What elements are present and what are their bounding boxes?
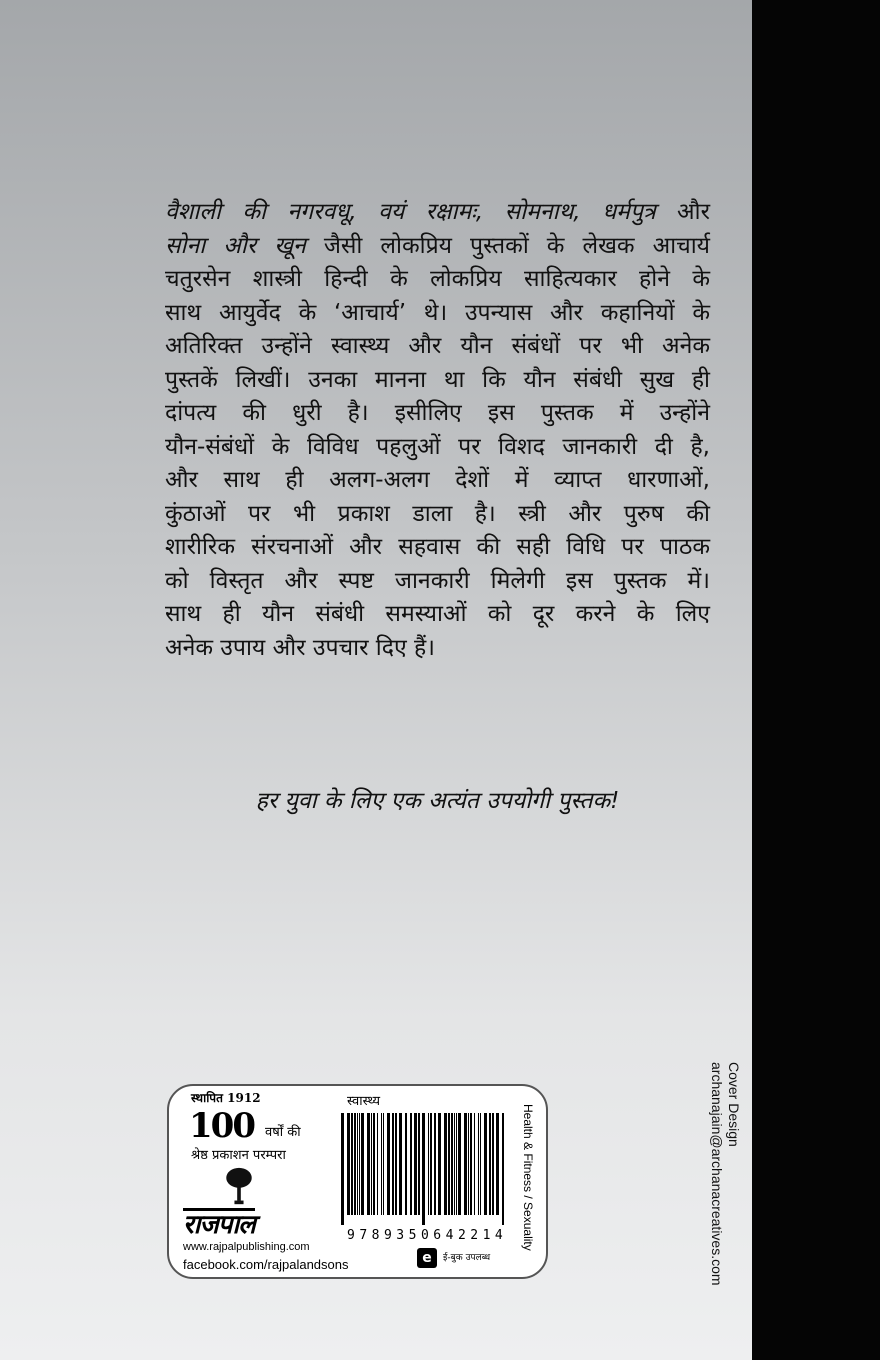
barcode-bar: [392, 1113, 394, 1215]
barcode-bar: [496, 1113, 499, 1215]
barcode-bar: [428, 1113, 429, 1215]
barcode-bar: [468, 1113, 469, 1215]
barcode-bar: [489, 1113, 491, 1215]
barcode-bar: [448, 1113, 450, 1215]
cover-design-credit: [708, 1062, 742, 1286]
barcode-bar: [438, 1113, 441, 1215]
barcode-bar: [480, 1113, 481, 1215]
publisher-logo: राजपाल: [183, 1210, 255, 1240]
blurb-text: अतिरिक्त उन्होंने स्वास्थ्य और यौन संबंधों पर भी अनेक: [165, 333, 710, 359]
blurb-line: [165, 565, 710, 599]
blurb-text: अनेक उपाय और उपचार दिए हैं।: [165, 634, 435, 661]
blurb-text: जैसी लोकप्रिय पुस्तकों के लेखक आचार्य: [305, 232, 710, 259]
blurb-text: और साथ ही अलग-अलग देशों में व्याप्त धारणाओं,: [165, 467, 710, 493]
blurb-line: [165, 364, 710, 398]
blurb-line: [165, 531, 710, 565]
publisher-barcode-box: [167, 1084, 548, 1279]
barcode-bar: [361, 1113, 364, 1215]
blurb-text: और: [655, 199, 710, 225]
barcode-bar: [367, 1113, 370, 1215]
website-link[interactable]: www.rajpalpublishing.com: [183, 1241, 310, 1253]
barcode-bar: [502, 1113, 504, 1225]
blurb-text: दांपत्य की धुरी है। इसीलिए इस पुस्तक में उन्होंने: [165, 400, 710, 426]
book-title-text: सोना और खून: [165, 232, 306, 259]
barcode-bar: [387, 1113, 390, 1215]
barcode-bar: [422, 1113, 425, 1225]
book-title-text: वैशाली की नगरवधू, वयं रक्षामः, सोमनाथ, धर्मपुत्र: [165, 199, 656, 225]
barcode-bar: [351, 1113, 353, 1215]
blurb-text: कुंठाओं पर भी प्रकाश डाला है। स्त्री और पुरुष की: [165, 500, 710, 527]
years-text: वर्षों की: [265, 1125, 301, 1140]
blurb-text: को विस्तृत और स्पष्ट जानकारी मिलेगी इस पुस्तक में।: [165, 567, 710, 594]
book-spine-edge: [752, 0, 880, 1360]
barcode-bar: [464, 1113, 467, 1215]
blurb-line: [165, 297, 710, 331]
barcode-bar: [451, 1113, 453, 1215]
barcode-bar: [414, 1113, 417, 1215]
barcode-bar: [395, 1113, 397, 1215]
barcode-bar: [347, 1113, 350, 1215]
blurb-text: यौन-संबंधों के विविध पहलुओं पर विशद जानकारी दी है,: [165, 433, 710, 460]
barcode-bar: [381, 1113, 382, 1215]
barcode-bar: [373, 1113, 375, 1215]
barcode-bar: [454, 1113, 455, 1215]
blurb-paragraph: [165, 196, 710, 665]
barcode-bar: [430, 1113, 432, 1215]
blurb-line: [165, 498, 710, 532]
barcode-bar: [444, 1113, 447, 1215]
barcode-bar: [357, 1113, 358, 1215]
barcode-bar: [410, 1113, 412, 1215]
blurb-text: चतुरसेन शास्त्री हिन्दी के लोकप्रिय साहित्यकार होने के: [165, 266, 710, 292]
tradition-text: श्रेष्ठ प्रकाशन परम्परा: [191, 1148, 286, 1163]
isbn-number: 9789350642214: [347, 1228, 508, 1243]
credit-email: archanajain@archanacreatives.com: [709, 1062, 725, 1286]
barcode-bar: [418, 1113, 420, 1215]
blurb-text: साथ आयुर्वेद के ‘आचार्य’ थे। उपन्यास और कहानियों के: [165, 299, 710, 326]
barcode-bar: [474, 1113, 475, 1215]
blurb-line: [165, 431, 710, 465]
barcode-bar: [492, 1113, 494, 1215]
blurb-line: [165, 632, 710, 666]
blurb-text: साथ ही यौन संबंधी समस्याओं को दूर करने के लिए: [165, 601, 710, 627]
ebook-icon: e: [417, 1248, 437, 1268]
ebook-available-text: ई-बुक उपलब्ध: [443, 1253, 491, 1263]
blurb-line: [165, 397, 710, 431]
blurb-text: शारीरिक संरचनाओं और सहवास की सही विधि पर पाठक: [165, 534, 710, 560]
barcode-bar: [341, 1113, 344, 1225]
barcode-bar: [484, 1113, 487, 1215]
blurb-line: [165, 196, 710, 230]
established-text: स्थापित 1912: [191, 1091, 261, 1105]
blurb-text: पुस्तकें लिखीं। उनका मानना था कि यौन संबंधी सुख ही: [165, 366, 710, 393]
barcode-bar: [458, 1113, 461, 1215]
blurb-line: [165, 330, 710, 364]
barcode-bar: [354, 1113, 356, 1215]
category-label: स्वास्थ्य: [347, 1094, 381, 1109]
tree-logo-icon: [224, 1166, 254, 1206]
tagline: हर युवा के लिए एक अत्यंत उपयोगी पुस्तक!: [255, 788, 620, 814]
barcode-bar: [377, 1113, 378, 1215]
isbn-barcode: [339, 1113, 509, 1227]
barcode-bar: [383, 1113, 384, 1215]
subject-category: Health & Fitness / Sexuality: [521, 1104, 535, 1251]
facebook-link[interactable]: facebook.com/rajpalandsons: [183, 1257, 349, 1272]
credit-label: Cover Design: [726, 1062, 742, 1147]
blurb-line: [165, 464, 710, 498]
barcode-bar: [434, 1113, 436, 1215]
blurb-line: [165, 230, 710, 264]
barcode-bar: [456, 1113, 457, 1215]
barcode-bar: [359, 1113, 360, 1215]
hundred-years-number: 100: [189, 1106, 254, 1146]
barcode-bar: [371, 1113, 372, 1215]
barcode-bar: [399, 1113, 402, 1215]
blurb-line: [165, 598, 710, 632]
blurb-line: [165, 263, 710, 297]
barcode-bar: [478, 1113, 479, 1215]
barcode-bar: [470, 1113, 472, 1215]
barcode-bar: [405, 1113, 407, 1215]
